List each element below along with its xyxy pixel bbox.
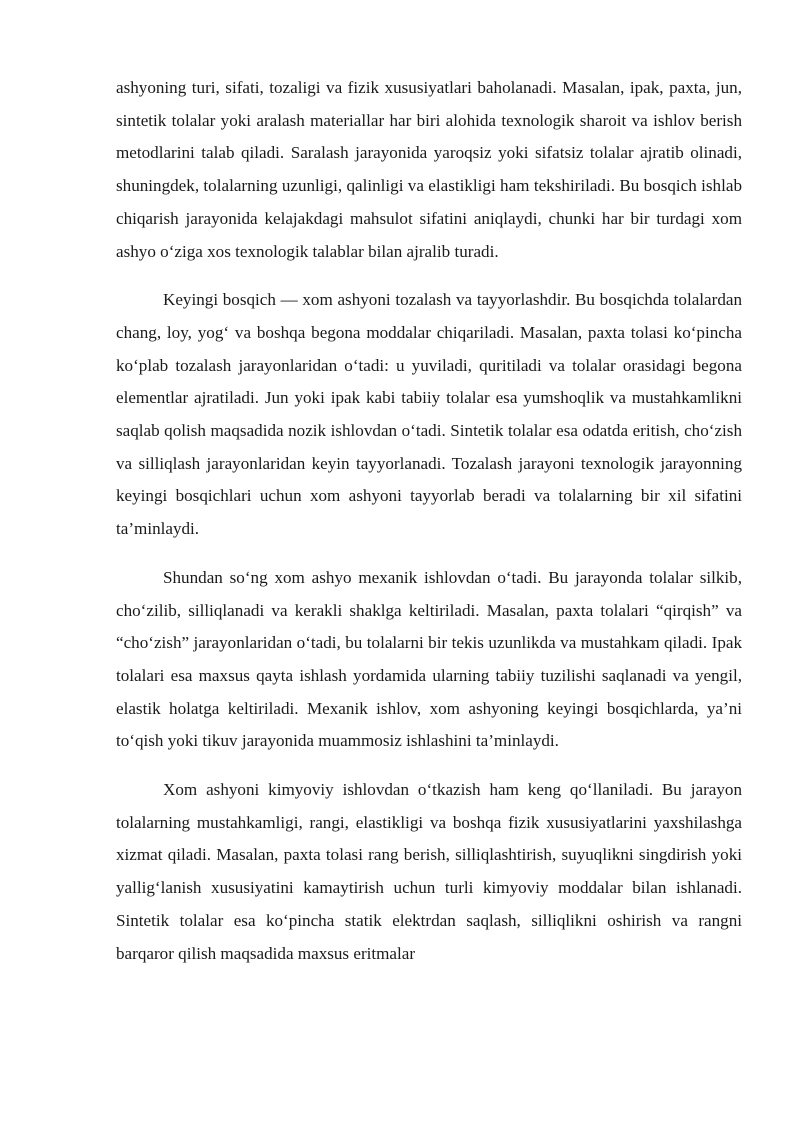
paragraph-continuation: ashyoning turi, sifati, tozaligi va fizik xususiyatlari baholanadi. Masalan, ipak, paxta, jun, sintetik tolalar yoki aralash materiallar har biri alohida texnologik sharoit va ishlov berish metodlarini talab qiladi. Saralash jarayonida yaroqsiz yoki sifatsiz tolalar ajratib olinadi, shuningdek, tolalarning uzunligi, qalinligi va elastikligi ham tekshiriladi. Bu bosqich ishlab chiqarish jarayonida kelajakdagi mahsulot sifatini aniqlaydi, chunki har bir turdagi xom ashyo o‘ziga xos texnologik talablar bilan ajralib turadi. [116, 78, 742, 261]
paragraph-chemical-processing: Xom ashyoni kimyoviy ishlovdan o‘tkazish ham keng qo‘llaniladi. Bu jarayon tolalarning mustahkamligi, rangi, elastikligi va boshqa fizik xususiyatlarini yaxshilashga xizmat qiladi. Masalan, paxta tolasi rang berish, silliqlashtirish, suyuqlikni singdirish yoki yallig‘lanish xususiyatini kamaytirish uchun turli kimyoviy moddalar bilan ishlanadi. Sintetik tolalar esa ko‘pincha statik elektrdan saqlash, silliqlikni oshirish va rangni barqaror qilish maqsadida maxsus eritmalar [116, 780, 742, 963]
document-body [116, 72, 742, 970]
paragraph-mechanical-processing: Shundan so‘ng xom ashyo mexanik ishlovdan o‘tadi. Bu jarayonda tolalar silkib, cho‘zilib, silliqlanadi va kerakli shaklga keltiriladi. Masalan, paxta tolalari “qirqish” va “cho‘zish” jarayonlaridan o‘tadi, bu tolalarni bir tekis uzunlikda va mustahkam qiladi. Ipak tolalari esa maxsus qayta ishlash yordamida ularning tabiiy tuzilishi saqlanadi va yengil, elastik holatga keltiriladi. Mexanik ishlov, xom ashyoning keyingi bosqichlarda, ya’ni to‘qish yoki tikuv jarayonida muammosiz ishlashini ta’minlaydi. [116, 567, 742, 751]
paragraph-cleaning-stage: Keyingi bosqich — xom ashyoni tozalash va tayyorlashdir. Bu bosqichda tolalardan chang, loy, yog‘ va boshqa begona moddalar chiqariladi. Masalan, paxta tolasi ko‘pincha ko‘plab tozalash jarayonlaridan o‘tadi: u yuviladi, quritiladi va tolalar orasidagi begona elementlar ajratiladi. Jun yoki ipak kabi tabiiy tolalar esa yumshoqlik va mustahkamlikni saqlab qolish maqsadida nozik ishlovdan o‘tadi. Sintetik tolalar esa odatda eritish, cho‘zish va silliqlash jarayonlaridan keyin tayyorlanadi. Tozalash jarayoni texnologik jarayonning keyingi bosqichlari uchun xom ashyoni tayyorlab beradi va tolalarning bir xil sifatini ta’minlaydi. [116, 290, 742, 539]
